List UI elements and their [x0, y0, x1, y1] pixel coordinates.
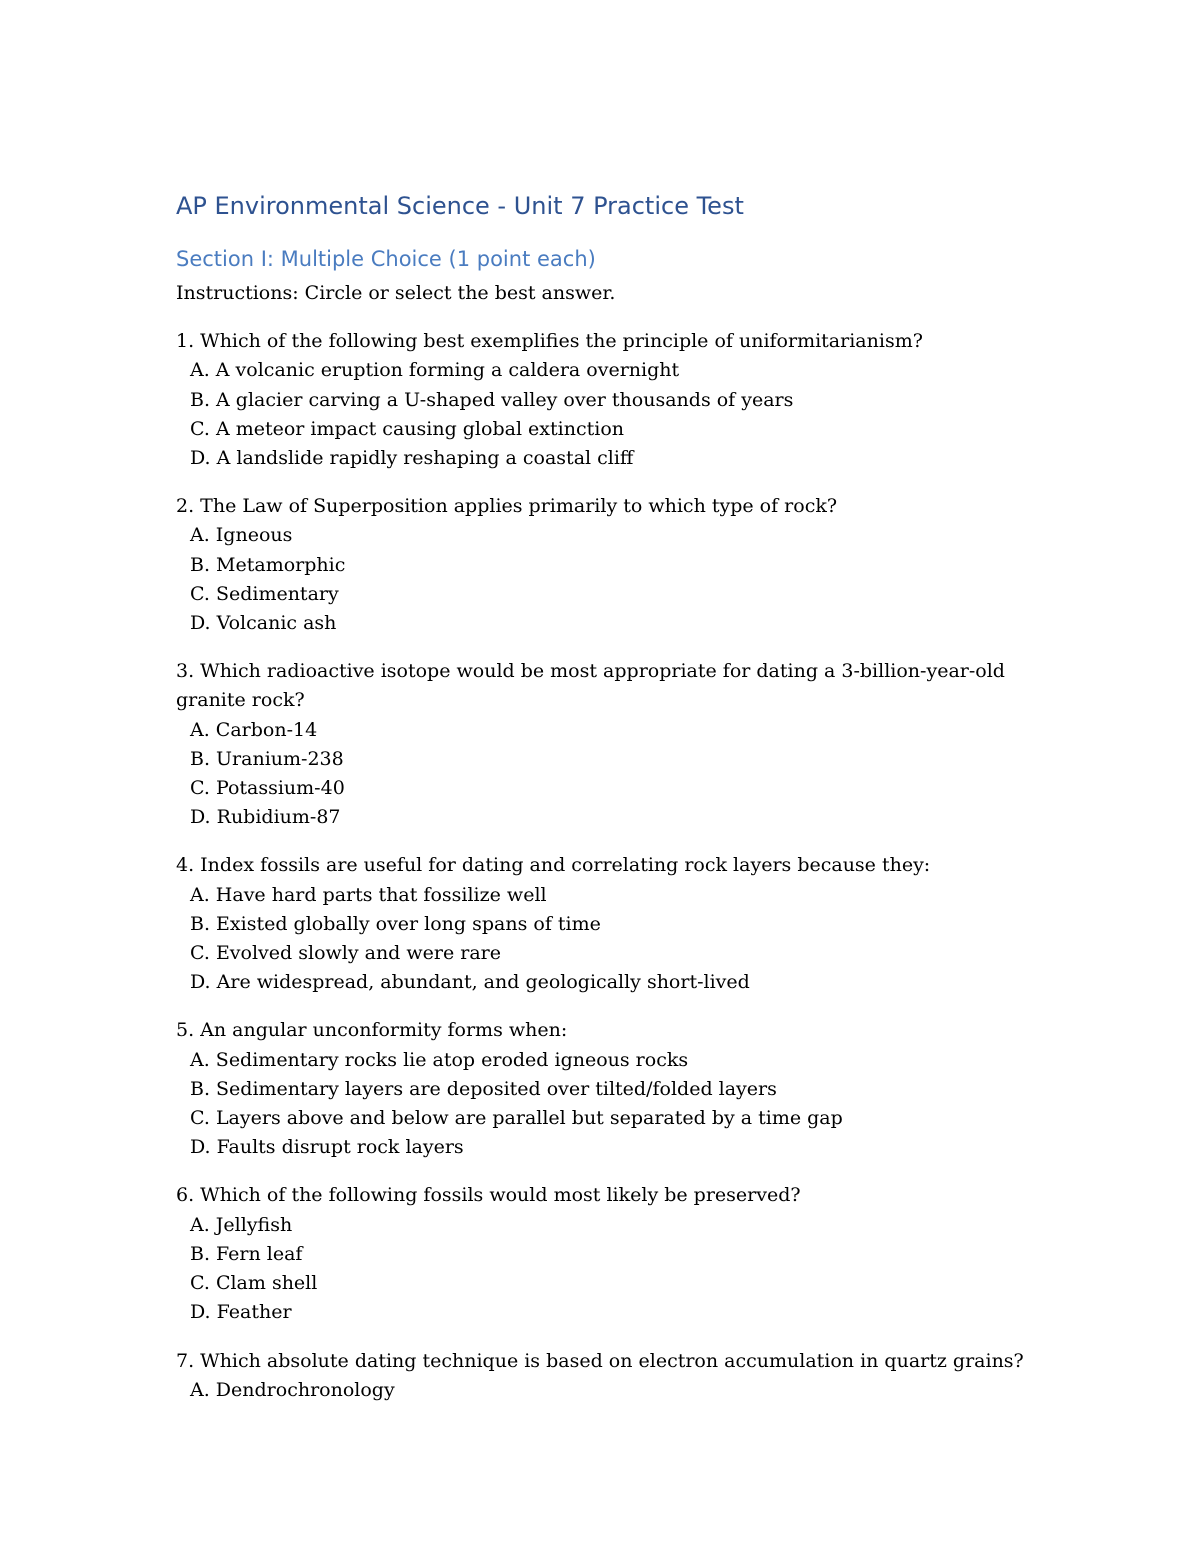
question-4 — [176, 851, 1036, 997]
document-title: AP Environmental Science - Unit 7 Practice Test — [176, 192, 744, 220]
answer-option-c[interactable]: C. Clam shell — [190, 1272, 318, 1295]
question-5 — [176, 1016, 1036, 1162]
answer-option-c[interactable]: C. Sedimentary — [190, 582, 339, 605]
document-page — [176, 188, 1036, 1424]
answer-option-c[interactable]: C. Evolved slowly and were rare — [190, 942, 501, 965]
question-2 — [176, 492, 1036, 638]
answer-option-a[interactable]: A. Dendrochronology — [190, 1378, 395, 1401]
answer-option-a[interactable]: A. Jellyfish — [190, 1213, 293, 1236]
answer-option-a[interactable]: A. Sedimentary rocks lie atop eroded igneous rocks — [190, 1048, 689, 1071]
section-heading: Section I: Multiple Choice (1 point each) — [176, 247, 596, 271]
answer-option-b[interactable]: B. Sedimentary layers are deposited over tilted/folded layers — [190, 1077, 777, 1100]
answer-option-d[interactable]: D. Feather — [190, 1301, 292, 1324]
question-text: 5. An angular unconformity forms when: — [176, 1019, 568, 1042]
question-7 — [176, 1347, 1036, 1405]
question-text: 1. Which of the following best exemplifies the principle of uniformitarianism? — [176, 330, 923, 353]
answer-option-b[interactable]: B. Uranium-238 — [190, 747, 344, 770]
answer-option-d[interactable]: D. A landslide rapidly reshaping a coastal cliff — [190, 447, 634, 470]
answer-option-d[interactable]: D. Are widespread, abundant, and geologically short-lived — [190, 971, 750, 994]
answer-option-b[interactable]: B. Existed globally over long spans of time — [190, 912, 601, 935]
question-text: 3. Which radioactive isotope would be most appropriate for dating a 3-billion-year-old granite rock? — [176, 660, 1005, 712]
question-1 — [176, 327, 1036, 473]
answer-option-a[interactable]: A. Carbon-14 — [190, 718, 318, 741]
answer-option-b[interactable]: B. Metamorphic — [190, 553, 346, 576]
answer-option-d[interactable]: D. Faults disrupt rock layers — [190, 1136, 464, 1159]
answer-option-b[interactable]: B. Fern leaf — [190, 1242, 303, 1265]
question-text: 4. Index fossils are useful for dating and correlating rock layers because they: — [176, 854, 931, 877]
question-6 — [176, 1181, 1036, 1327]
answer-option-c[interactable]: C. A meteor impact causing global extinction — [190, 417, 624, 440]
answer-option-d[interactable]: D. Volcanic ash — [190, 612, 337, 635]
instructions-text: Instructions: Circle or select the best answer. — [176, 282, 616, 304]
answer-option-a[interactable]: A. Igneous — [190, 524, 293, 547]
answer-option-a[interactable]: A. Have hard parts that fossilize well — [190, 883, 547, 906]
answer-option-d[interactable]: D. Rubidium-87 — [190, 806, 341, 829]
question-text: 2. The Law of Superposition applies primarily to which type of rock? — [176, 495, 838, 518]
answer-option-c[interactable]: C. Potassium-40 — [190, 777, 345, 800]
question-text: 6. Which of the following fossils would most likely be preserved? — [176, 1184, 801, 1207]
answer-option-b[interactable]: B. A glacier carving a U-shaped valley over thousands of years — [190, 388, 794, 411]
answer-option-a[interactable]: A. A volcanic eruption forming a caldera overnight — [190, 359, 680, 382]
question-3 — [176, 657, 1036, 832]
answer-option-c[interactable]: C. Layers above and below are parallel but separated by a time gap — [190, 1107, 843, 1130]
question-text: 7. Which absolute dating technique is based on electron accumulation in quartz grains? — [176, 1349, 1024, 1372]
